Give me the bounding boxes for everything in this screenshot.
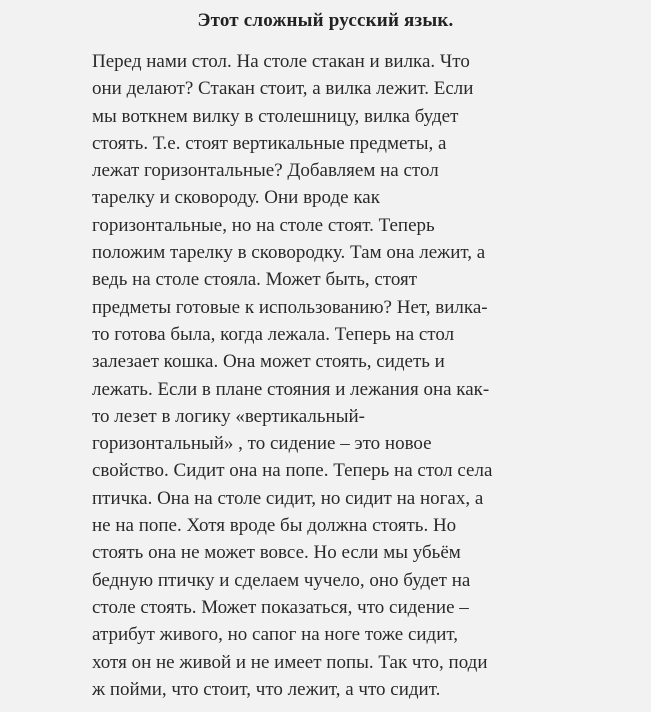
text-line: они делают? Стакан стоит, а вилка лежит. Если — [92, 78, 474, 100]
text-line: стоять она не может вовсе. Но если мы убьём — [92, 542, 461, 564]
text-line: лежать. Если в плане стояния и лежания она как- — [92, 378, 490, 400]
text-line: залезает кошка. Она может стоять, сидеть и — [92, 351, 445, 373]
text-line: положим тарелку в сковородку. Там она лежит, а — [92, 242, 486, 264]
text-line: лежат горизонтальные? Добавляем на стол — [92, 160, 439, 182]
text-line: горизонтальный» , то сидение – это новое — [92, 433, 432, 455]
text-line: хотя он не живой и не имеет попы. Так что, поди — [92, 651, 488, 673]
text-line: ж пойми, что стоит, что лежит, а что сидит. — [92, 678, 441, 700]
text-line: атрибут живого, но сапог на ноге тоже сидит, — [92, 624, 459, 646]
text-line: бедную птичку и сделаем чучело, оно будет на — [92, 569, 471, 591]
text-line: тарелку и сковороду. Они вроде как — [92, 187, 380, 209]
text-line: то лезет в логику «вертикальный- — [92, 405, 365, 427]
text-line: столе стоять. Может показаться, что сидение – — [92, 596, 469, 618]
text-line: предметы готовые к использованию? Нет, вилка- — [92, 296, 488, 318]
text-line: стоять. Т.е. стоят вертикальные предметы, а — [92, 132, 447, 154]
text-line: не на попе. Хотя вроде бы должна стоять. Но — [92, 515, 457, 537]
text-line: птичка. Она на столе сидит, но сидит на ногах, а — [92, 487, 484, 509]
text-line: свойство. Сидит она на попе. Теперь на стол села — [92, 460, 493, 482]
text-line: Перед нами стол. На столе стакан и вилка. Что — [92, 51, 470, 72]
document-title: Этот сложный русский язык. — [197, 10, 454, 31]
document-body — [92, 48, 602, 703]
text-line: ведь на столе стояла. Может быть, стоят — [92, 269, 418, 291]
text-line: мы воткнем вилку в столешницу, вилка будет — [92, 105, 459, 127]
text-line: горизонтальные, но на столе стоят. Теперь — [92, 214, 435, 236]
text-line: то готова была, когда лежала. Теперь на стол — [92, 323, 455, 345]
